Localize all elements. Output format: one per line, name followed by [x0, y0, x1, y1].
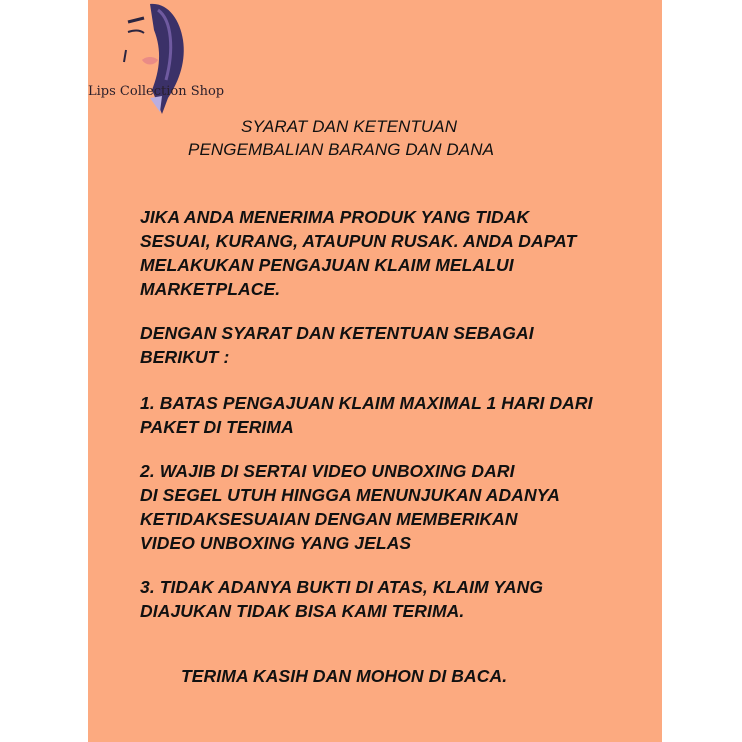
item-2-line: KETIDAKSESUAIAN DENGAN MEMBERIKAN [140, 509, 518, 529]
title-line-2: PENGEMBALIAN BARANG DAN DANA [188, 140, 495, 159]
lead-line: DENGAN SYARAT DAN KETENTUAN SEBAGAI [140, 323, 534, 343]
item-1-line: PAKET DI TERIMA [140, 417, 294, 437]
item-2-line: 2. WAJIB DI SERTAI VIDEO UNBOXING DARI [140, 461, 515, 481]
item-3-line: 3. TIDAK ADANYA BUKTI DI ATAS, KLAIM YANG [140, 577, 544, 597]
intro-line: SESUAI, KURANG, ATAUPUN RUSAK. ANDA DAPAT [140, 231, 577, 251]
brand-name: Lips Collection Shop [88, 84, 225, 99]
woman-face-logo-icon [88, 0, 228, 120]
item-1-line: 1. BATAS PENGAJUAN KLAIM MAXIMAL 1 HARI DARI [140, 393, 593, 413]
lead-line: BERIKUT : [140, 347, 230, 367]
title-line-1: SYARAT DAN KETENTUAN [241, 117, 458, 136]
intro-line: JIKA ANDA MENERIMA PRODUK YANG TIDAK [140, 207, 530, 227]
item-2-line: VIDEO UNBOXING YANG JELAS [140, 533, 412, 553]
item-2-line: DI SEGEL UTUH HINGGA MENUNJUKAN ADANYA [140, 485, 560, 505]
closing-line: TERIMA KASIH DAN MOHON DI BACA. [181, 666, 508, 686]
intro-line: MARKETPLACE. [140, 279, 281, 299]
intro-line: MELAKUKAN PENGAJUAN KLAIM MELALUI [140, 255, 514, 275]
item-3-line: DIAJUKAN TIDAK BISA KAMI TERIMA. [140, 601, 465, 621]
